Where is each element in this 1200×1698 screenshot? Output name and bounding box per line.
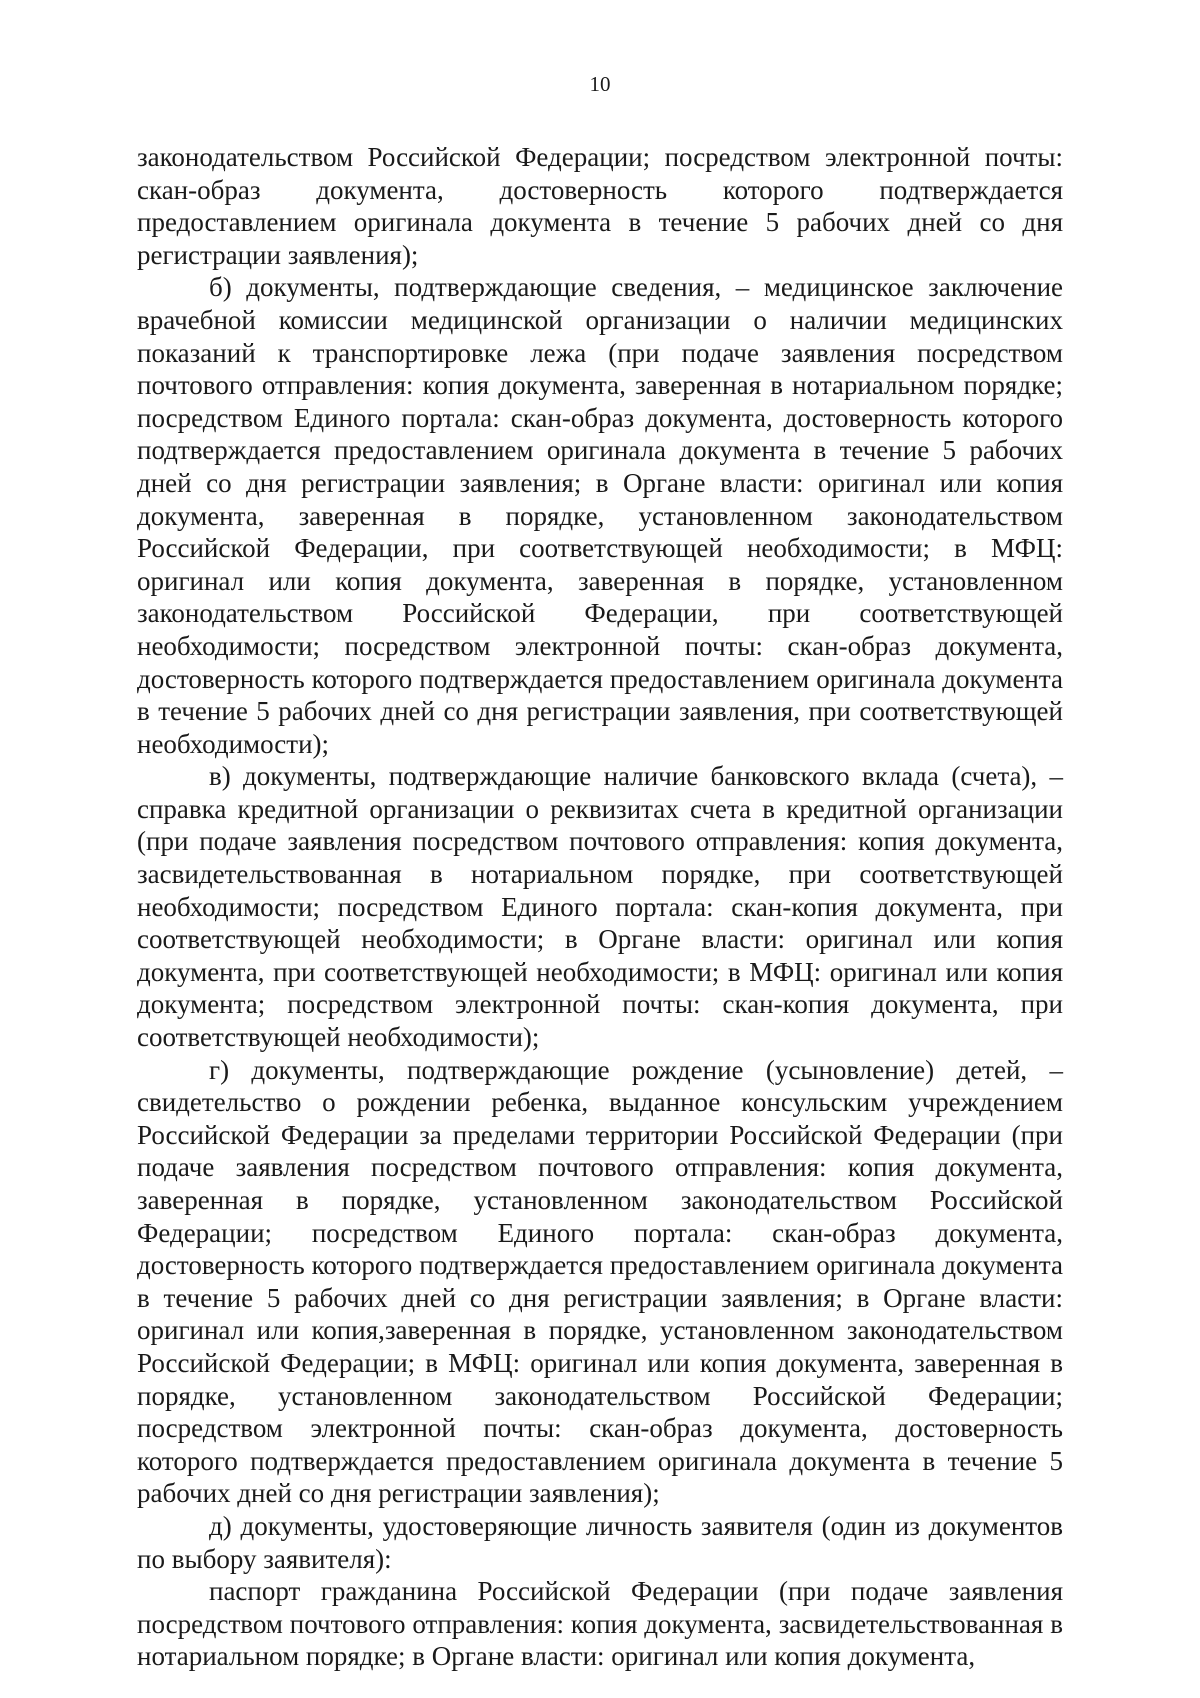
page-number: 10	[589, 72, 611, 96]
paragraph-item-b: б) документы, подтверждающие сведения, – медицинское заключение врачебной комиссии медицинской организации о наличии медицинских показаний к транспортировке лежа (при подаче заявления посредством почтового отправления: копия документа, заверенная в нотариальном порядке; посредством Единого портала: скан-образ документа, достоверность которого подтверждается предоставлением оригинала документа в течение 5 рабочих дней со дня регистрации заявления; в Органе власти: оригинал или копия документа, заверенная в порядке, установленном законодательством Российской Федерации, при соответствующей необходимости; в МФЦ: оригинал или копия документа, заверенная в порядке, установленном законодательством Российской Федерации, при соответствующей необходимости; посредством электронной почты: скан-образ документа, достоверность которого подтверждается предоставлением оригинала документа в течение 5 рабочих дней со дня регистрации заявления, при соответствующей необходимости);	[137, 272, 1063, 759]
paragraph-item-g: г) документы, подтверждающие рождение (усыновление) детей, – свидетельство о рождении ребенка, выданное консульским учреждением Российской Федерации за пределами территории Российской Федерации (при подаче заявления посредством почтового отправления: копия документа, заверенная в порядке, установленном законодательством Российской Федерации; посредством Единого портала: скан-образ документа, достоверность которого подтверждается предоставлением оригинала документа в течение 5 рабочих дней со дня регистрации заявления; в Органе власти: оригинал или копия,заверенная в порядке, установленном законодательством Российской Федерации; в МФЦ: оригинал или копия документа, заверенная в порядке, установленном законодательством Российской Федерации; посредством электронной почты: скан-образ документа, достоверность которого подтверждается предоставлением оригинала документа в течение 5 рабочих дней со дня регистрации заявления);	[137, 1054, 1063, 1509]
document-body	[137, 141, 1063, 1673]
paragraph-continuation: законодательством Российской Федерации; посредством электронной почты: скан-образ документа, достоверность которого подтверждается предоставлением оригинала документа в течение 5 рабочих дней со дня регистрации заявления);	[137, 142, 1063, 270]
paragraph-item-v: в) документы, подтверждающие наличие банковского вклада (счета), – справка кредитной организации о реквизитах счета в кредитной организации (при подаче заявления посредством почтового отправления: копия документа, засвидетельствованная в нотариальном порядке, при соответствующей необходимости; посредством Единого портала: скан-копия документа, при соответствующей необходимости; в Органе власти: оригинал или копия документа, при соответствующей необходимости; в МФЦ: оригинал или копия документа; посредством электронной почты: скан-копия документа, при соответствующей необходимости);	[137, 761, 1063, 1053]
paragraph-passport: паспорт гражданина Российской Федерации (при подаче заявления посредством почтового отправления: копия документа, засвидетельствованная в нотариальном порядке; в Органе власти: оригинал или копия документа,	[137, 1576, 1063, 1672]
paragraph-item-d: д) документы, удостоверяющие личность заявителя (один из документов по выбору заявителя):	[137, 1510, 1063, 1574]
